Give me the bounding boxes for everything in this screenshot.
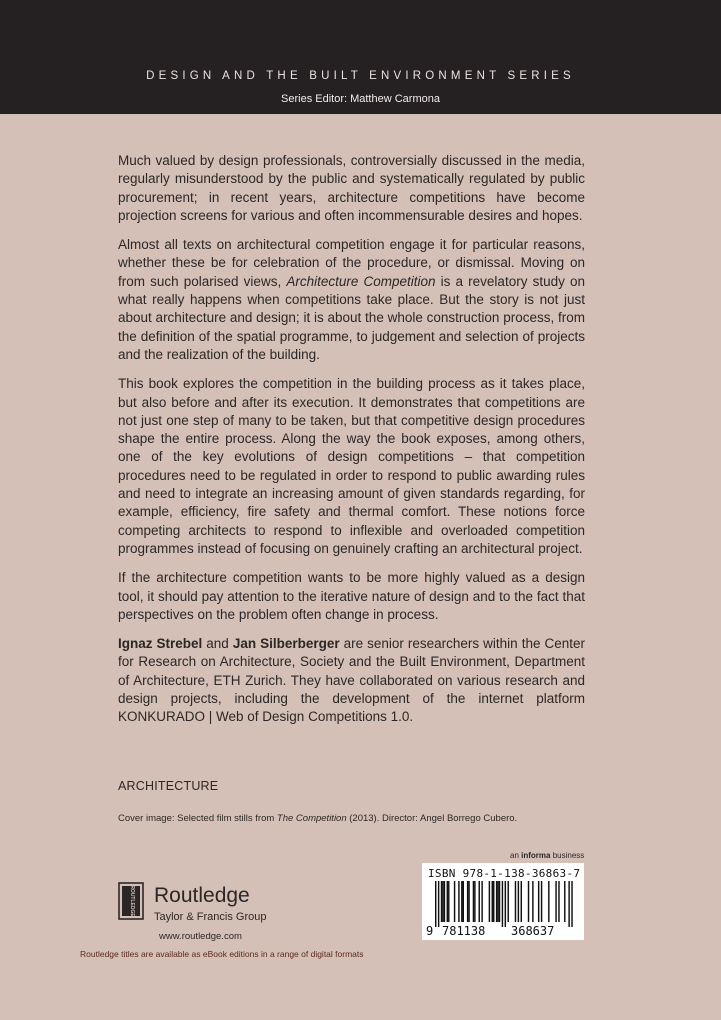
barcode-bar [474,881,475,922]
ebook-note: Routledge titles are available as eBook editions in a range of digital formats [80,949,364,959]
informa-tagline: an informa business [510,851,585,860]
barcode-bar [493,881,494,922]
barcode-bar [481,881,482,922]
barcode-bar [508,881,509,922]
barcode-digits-right: 368637 [511,924,555,938]
barcode-bar [441,881,442,922]
barcode-bar [468,881,469,922]
isbn-text: ISBN 978-1-138-36863-7 [428,867,581,880]
back-cover-blurb [118,152,585,738]
publisher-group: Taylor & Francis Group [154,911,267,923]
barcode-bar [518,881,519,922]
barcode-bar [555,881,556,922]
blurb-paragraph-4: If the architecture competition wants to be more highly valued as a design tool, it should pay attention to the iterative nature of design and to the fact that perspectives on the problem often change in process. [118,570,585,622]
cover-image-credit: Cover image: Selected film stills from The Competition (2013). Director: Angel Borrego Cubero. [118,813,518,824]
author-bio: Ignaz Strebel and Jan Silberberger are senior researchers within the Center for Research on Architecture, Society and the Built Environment, Department of Architecture, ETH Zurich. They have collaborated on various research and design projects, including the development of the internet platform KONKURADO | Web of Design Competitions 1.0. [118,636,585,725]
barcode-bar [558,881,559,922]
publisher-website: www.routledge.com [159,931,242,942]
barcode-bar [458,881,459,922]
book-title: Architecture Competition [286,273,436,289]
barcode-bar [528,881,529,922]
barcode-bar [444,881,445,922]
barcode-bar [564,881,565,922]
barcode-bar [479,881,480,922]
barcode-bars [422,881,584,927]
barcode-bar [521,881,522,922]
isbn-barcode [422,863,584,940]
series-header-band [0,0,721,114]
barcode-bar [435,881,436,927]
blurb-paragraph-2: Almost all texts on architectural competition engage it for particular reasons, whether these be for celebration of the procedure, or dismissal. Moving on from such polarised views, Architecture Competition is a revelatory study on what really happens when competitions take place. But the story is not just about architecture and design; it is about the whole construction process, from the definition of the spatial programme, to judgement and selection of projects and the realization of the building. [118,237,585,362]
series-title: DESIGN AND THE BUILT ENVIRONMENT SERIES [146,70,575,82]
barcode-bar [463,881,464,922]
barcode-bar [438,881,439,927]
barcode-bar [489,881,490,922]
barcode-bar [473,881,474,922]
author-name-1: Ignaz Strebel [118,636,203,652]
barcode-bar [461,881,462,922]
subject-category: ARCHITECTURE [118,779,219,793]
barcode-digits-left: 781138 [442,924,486,938]
barcode-bar [447,881,448,922]
barcode-bar [568,881,569,927]
publisher-name: Routledge [154,884,250,907]
barcode-bar [448,881,449,922]
barcode-bar [467,881,468,922]
blurb-paragraph-1: Much valued by design professionals, controversially discussed in the media, regularly misunderstood by the public and systematically regulated by public procurement; in recent years, architecture competitions have become projection screens for various and often incommensurable desires and hopes. [118,153,585,223]
barcode-bar [541,881,542,922]
barcode-bar [497,881,498,922]
barcode-bar [571,881,572,927]
logo-wordmark: ROUTLEDGE [129,885,135,917]
barcode-bar [502,881,503,927]
barcode-bar [442,881,443,922]
barcode-bar [496,881,497,922]
author-name-2: Jan Silberberger [232,636,340,652]
barcode-bar [499,881,500,922]
barcode-bar [548,881,549,922]
series-editor: Series Editor: Matthew Carmona [281,93,440,105]
barcode-bar [532,881,533,922]
barcode-bar [515,881,516,922]
barcode-bar [454,881,455,922]
barcode-digit-first: 9 [426,924,434,938]
barcode-bar [492,881,493,922]
blurb-paragraph-3: This book explores the competition in the building process as it takes place, but also before and after its execution. It demonstrates that competitions are not just one step of many to be taken, but that competitive design procedures shape the entire process. Along the way the book exposes, among others, one of the key evolutions of design competitions – that competition procedures need to be regulated in order to respond to public awarding rules and need to integrate an increasing amount of given standards regarding, for example, efficiency, fire safety and thermal comfort. These notions force competing architects to respond to inflexible and overloaded competition programmes instead of focusing on genuinely crafting an architectural project. [118,376,585,556]
barcode-bar [538,881,539,922]
routledge-logo-icon [118,882,144,920]
barcode-bar [505,881,506,927]
